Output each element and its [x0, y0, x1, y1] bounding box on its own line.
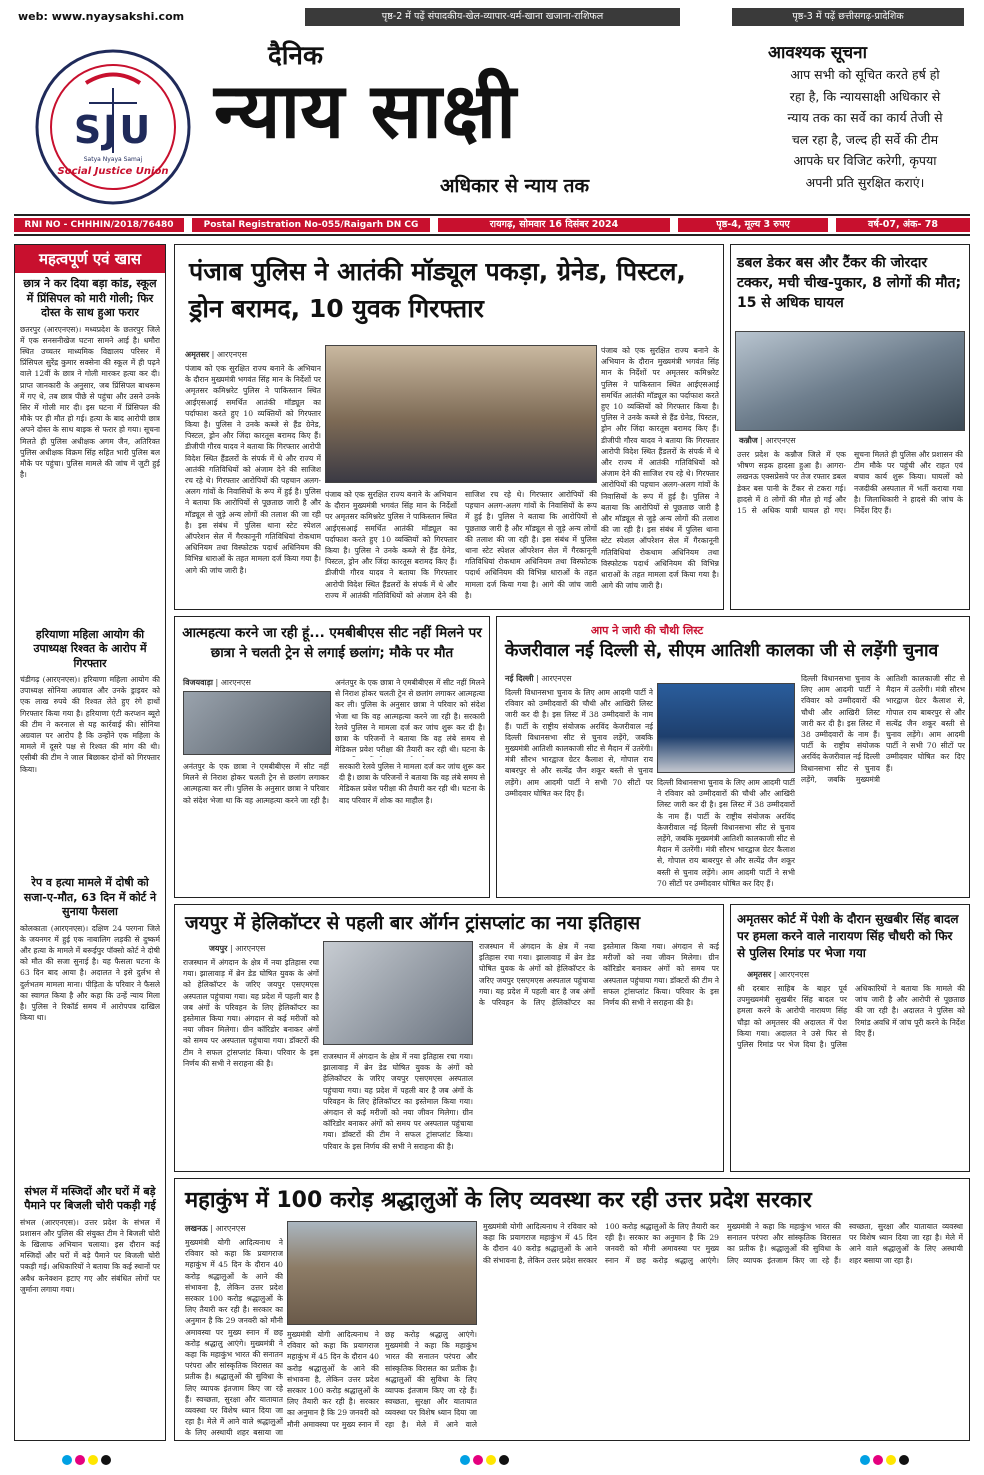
bus-accident-photo [735, 331, 965, 431]
info-bar [14, 214, 970, 236]
news-agency: आरएनएस [220, 678, 251, 687]
page3-promo: पृष्ठ-3 में पढ़ें छत्तीसगढ़-प्रादेशिक [732, 8, 964, 26]
kejriwal-headline[interactable]: केजरीवाल नई दिल्ली से, सीएम आतिशी कालका जी से लड़ेंगी चुनाव [505, 641, 939, 661]
dateline-place: अमृतसर [185, 350, 210, 359]
bus-accident-story [730, 244, 970, 610]
news-agency: आरएनएस [215, 1224, 246, 1233]
sidebar-title: महत्वपूर्ण एवं खास [15, 245, 165, 273]
jaipur-text-col3: राजस्थान में अंगदान के क्षेत्र में नया इतिहास रचा गया। झालावाड़ में ब्रेन डेड घोषित युवक के अंगों को हेलिकॉप्टर के जरिए जयपुर एसएमएस अस्पताल पहुंचाया गया। यह प्रदेश में पहली बार है जब अंगों के परिवहन के लिए हेलिकॉप्टर का इस्तेमाल किया गया। अंगदान से कई मरीजों को नया जीवन मिलेगा। ग्रीन कॉरिडोर बनाकर अंगों को समय पर अस्पताल पहुंचाया गया। डॉक्टरों की टीम ने सफल ट्रांसप्लांट किया। परिवार के इस निर्णय की सभी ने सराहना की है। [479, 942, 719, 1008]
mahakumbh-headline[interactable]: महाकुंभ में 100 करोड़ श्रद्धालुओं के लिए व्यवस्था कर रही उत्तर प्रदेश सरकार [185, 1188, 812, 1213]
reg-dot [88, 1455, 98, 1465]
reg-dot [101, 1455, 111, 1465]
reg-dot [75, 1455, 85, 1465]
reg-dot [499, 1455, 509, 1465]
mbbs-photo [183, 691, 331, 755]
news-agency: आरएनएस [541, 674, 572, 683]
dateline-place: कन्नौज [739, 436, 758, 445]
notice-line: न्याय तक का सर्वे का कार्य तेजी से [787, 110, 943, 125]
mahakumbh-text-col3: मुख्यमंत्री योगी आदित्यनाथ ने रविवार को कहा कि प्रयागराज महाकुंभ में 45 दिन के दौरान 40 करोड़ श्रद्धालुओं के आने की संभावना है, लेकिन उत्तर प्रदेश सरकार 100 करोड़ श्रद्धालुओं के लिए तैयारी कर रही है। सरकार का अनुमान है कि 29 जनवरी को मौनी अमावस्या पर मुख्य स्नान में छह करोड़ श्रद्धालु आएंगे। मुख्यमंत्री ने कहा कि महाकुंभ भारत की सनातन परंपरा और सांस्कृतिक विरासत का प्रतीक है। श्रद्धालुओं की सुविधा के लिए व्यापक इंतजाम किए जा रहे हैं। स्वच्छता, सुरक्षा और यातायात व्यवस्था पर विशेष ध्यान दिया जा रहा है। मेले में आने वाले श्रद्धालुओं के लिए अस्थायी शहर बसाया जा रहा है। [483, 1222, 963, 1265]
news-agency: आरएनएस [235, 944, 266, 953]
amritsar-court-headline[interactable]: अमृतसर कोर्ट में पेशी के दौरान सुखबीर सिंह बादल पर हमला करने वाले नारायण सिंह चौधरी को फिर से पुलिस रिमांड पर भेजा गया [737, 912, 959, 960]
sidebar-story-text: चंडीगढ़ (आरएनएस)। हरियाणा महिला आयोग की उपाध्यक्ष सोनिया अग्रवाल और उनके ड्राइवर को एक लाख रुपये की रिश्वत लेते हुए रंगे हाथों गिरफ्तार किया गया है। हरियाणा एंटी करप्शन ब्यूरो की टीम ने करनाल से यह कार्रवाई की। सोनिया अग्रवाल पर आरोप है कि उन्होंने एक महिला के मामले में दूसरे पक्ष से रिश्वत की मांग की थी। एसीबी की टीम ने जाल बिछाकर दोनों को गिरफ्तार किया। [20, 675, 160, 774]
lead-text-col3: पंजाब को एक सुरक्षित राज्य बनाने के अभियान के दौरान मुख्यमंत्री भगवंत सिंह मान के निर्देशों पर अमृतसर कमिश्नरेट पुलिस ने पाकिस्तान स्थित आईएसआई समर्थित आतंकी मॉड्यूल का पर्दाफाश करते हुए 10 व्यक्तियों को गिरफ्तार किया है। पुलिस ने उनके कब्जे से हैंड ग्रेनेड, पिस्टल, ड्रोन और जिंदा कारतूस बरामद किए हैं। डीजीपी गौरव यादव ने बताया कि गिरफ्तार आरोपी विदेश स्थित हैंडलरों के संपर्क में थे और राज्य में आतंकी गतिविधियों को अंजाम देने की साजिश रच रहे थे। गिरफ्तार आरोपियों की पहचान अलग-अलग गांवों के निवासियों के रूप में हुई है। पुलिस ने बताया कि आरोपियों से पूछताछ जारी है और मॉड्यूल से जुड़े अन्य लोगों की तलाश की जा रही है। इस संबंध में पुलिस थाना स्टेट स्पेशल ऑपरेशन सेल में गैरकानूनी गतिविधियां रोकथाम अधिनियम तथा विस्फोटक पदार्थ अधिनियम की विभिन्न धाराओं के तहत मामला दर्ज किया गया है। आगे की जांच जारी है। [601, 346, 719, 591]
postal-registration: Postal Registration No-055/Raigarh DN CG [192, 218, 430, 232]
notice-line: रहा है, कि न्यायसाक्षी अधिकार से [789, 88, 941, 104]
bus-accident-text: उत्तर प्रदेश के कन्नौज जिले में एक भीषण सड़क हादसा हुआ है। आगरा-लखनऊ एक्सप्रेसवे पर तेज रफ्तार डबल डेकर बस पानी के टैंकर से टकरा गई। हादसे में 8 लोगों की मौत हो गई और 15 से अधिक यात्री घायल हो गए। सूचना मिलते ही पुलिस और प्रशासन की टीम मौके पर पहुंची और राहत एवं बचाव कार्य शुरू किया। घायलों को नजदीकी अस्पताल में भर्ती कराया गया है। जिलाधिकारी ने हादसे की जांच के निर्देश दिए हैं। [737, 450, 963, 516]
mbbs-story [174, 616, 490, 898]
reg-dot [899, 1455, 909, 1465]
registration-dots-left [62, 1450, 114, 1469]
registration-dots-center [460, 1450, 512, 1469]
logo-letters: SJU [73, 108, 153, 152]
reg-dot [473, 1455, 483, 1465]
masthead-tagline: अधिकार से न्याय तक [440, 175, 590, 197]
mbbs-headline[interactable]: आत्महत्या करने जा रही हूं... एमबीबीएस सीट नहीं मिलने पर छात्रा ने चलती ट्रेन से लगाई छलांग; मौके पर मौत [182, 625, 482, 661]
lead-story [174, 244, 724, 610]
rni-number: RNI NO - CHHHIN/2018/76480 [14, 218, 184, 232]
jaipur-headline[interactable]: जयपुर में हेलिकॉप्टर से पहली बार ऑर्गन ट्रांसप्लांट का नया इतिहास [185, 913, 641, 934]
page2-promo: पृष्ठ-2 में पढ़ें संपादकीय-खेल-व्यापार-धर्म-खाना खजाना-राशिफल [305, 8, 680, 26]
kejriwal-text-col3: दिल्ली विधानसभा चुनाव के लिए आम आदमी पार्टी ने रविवार को उम्मीदवारों की चौथी और आखिरी लिस्ट जारी कर दी है। इस लिस्ट में 38 उम्मीदवारों के नाम हैं। पार्टी के राष्ट्रीय संयोजक अरविंद केजरीवाल नई दिल्ली विधानसभा सीट से चुनाव लड़ेंगे, जबकि मुख्यमंत्री आतिशी कालकाजी सीट से मैदान में उतरेंगी। मंत्री सौरभ भारद्वाज ग्रेटर कैलाश से, गोपाल राय बाबरपुर से और सत्येंद्र जैन शकूर बस्ती से चुनाव लड़ेंगे। आम आदमी पार्टी ने सभी 70 सीटों पर उम्मीदवार घोषित कर दिए हैं। [801, 674, 965, 784]
news-agency: आरएनएस [765, 436, 796, 445]
lead-byline: अमृतसर | आरएनएस [185, 350, 248, 359]
lead-headline[interactable]: पंजाब पुलिस ने आतंकी मॉड्यूल पकड़ा, ग्रेनेड, पिस्टल, ड्रोन बरामद, 10 युवक गिरफ्तार [189, 257, 686, 323]
news-agency: आरएनएस [216, 350, 248, 359]
jaipur-text-col1: राजस्थान में अंगदान के क्षेत्र में नया इतिहास रचा गया। झालावाड़ में ब्रेन डेड घोषित युवक के अंगों को हेलिकॉप्टर के जरिए जयपुर एसएमएस अस्पताल पहुंचाया गया। यह प्रदेश में पहली बार है जब अंगों के परिवहन के लिए हेलिकॉप्टर का इस्तेमाल किया गया। अंगदान से कई मरीजों को नया जीवन मिलेगा। ग्रीन कॉरिडोर बनाकर अंगों को समय पर अस्पताल पहुंचाया गया। डॉक्टरों की टीम ने सफल ट्रांसप्लांट किया। परिवार के इस निर्णय की सभी ने सराहना की है। [183, 958, 319, 1068]
sidebar-story-text: छतरपुर (आरएनएस)। मध्यप्रदेश के छतरपुर जिले में एक सनसनीखेज घटना सामने आई है। धमौरा स्थित उच्चतर माध्यमिक विद्यालय परिसर में प्रिंसिपल सुरेंद्र कुमार सक्सेना की स्कूल में ही पढ़ने वाले 12वीं के छात्र ने गोली मारकर हत्या कर दी। प्राप्त जानकारी के अनुसार, जब प्रिंसिपल बाथरूम में गए थे, तब छात्र पीछे से पहुंचा और उसने उनके सिर में गोली मार दी। इस घटना में प्रिंसिपल की मौके पर ही मौत हो गई। हत्या के बाद आरोपी छात्र अपने दोस्त के साथ बाइक से फरार हो गया। सूचना मिलते ही पुलिस अधीक्षक अगम जैन, अतिरिक्त पुलिस अधीक्षक विक्रम सिंह सहित भारी पुलिस बल मौके पर पहुंचा। पुलिस मामले की जांच में जुटी हुई है। [20, 324, 160, 480]
bus-accident-headline[interactable]: डबल डेकर बस और टैंकर की जोरदार टक्कर, मची चीख-पुकार, 8 लोगों की मौत; 15 से अधिक घायल [737, 255, 962, 311]
dateline-place: लखनऊ [185, 1224, 208, 1233]
mbbs-photo-side-text: अनंतपुर के एक छात्रा ने एमबीबीएस में सीट नहीं मिलने से निराश होकर चलती ट्रेन से छलांग लगाकर आत्महत्या कर ली। पुलिस के अनुसार छात्रा ने परिवार को संदेश भेजा था कि वह आत्महत्या करने जा रही है। सरकारी रेलवे पुलिस ने मामला दर्ज कर जांच शुरू कर दी है। छात्रा के परिजनों ने बताया कि वह लंबे समय से मेडिकल प्रवेश परीक्षा की तैयारी कर रही थी। घटना के [335, 678, 485, 755]
lead-text-col1: पंजाब को एक सुरक्षित राज्य बनाने के अभियान के दौरान मुख्यमंत्री भगवंत सिंह मान के निर्देशों पर अमृतसर कमिश्नरेट पुलिस ने पाकिस्तान स्थित आईएसआई समर्थित आतंकी मॉड्यूल का पर्दाफाश करते हुए 10 व्यक्तियों को गिरफ्तार किया है। पुलिस ने उनके कब्जे से हैंड ग्रेनेड, पिस्टल, ड्रोन और जिंदा कारतूस बरामद किए हैं। डीजीपी गौरव यादव ने बताया कि गिरफ्तार आरोपी विदेश स्थित हैंडलरों के संपर्क में थे और राज्य में आतंकी गतिविधियों को अंजाम देने की साजिश रच रहे थे। गिरफ्तार आरोपियों की पहचान अलग-अलग गांवों के निवासियों के रूप में हुई है। पुलिस ने बताया कि आरोपियों से पूछताछ जारी है और मॉड्यूल से जुड़े अन्य लोगों की तलाश की जा रही है। इस संबंध में पुलिस थाना स्टेट स्पेशल ऑपरेशन सेल में गैरकानूनी गतिविधियां रोकथाम अधिनियम तथा विस्फोटक पदार्थ अधिनियम की विभिन्न धाराओं के तहत मामला दर्ज किया गया है। आगे की जांच जारी है। [185, 364, 321, 575]
notice-body [762, 64, 968, 193]
sidebar-column [14, 244, 166, 1441]
kejriwal-kicker: आप ने जारी की चौथी लिस्ट [590, 624, 704, 637]
lead-text-col2: पंजाब को एक सुरक्षित राज्य बनाने के अभियान के दौरान मुख्यमंत्री भगवंत सिंह मान के निर्देशों पर अमृतसर कमिश्नरेट पुलिस ने पाकिस्तान स्थित आईएसआई समर्थित आतंकी मॉड्यूल का पर्दाफाश करते हुए 10 व्यक्तियों को गिरफ्तार किया है। पुलिस ने उनके कब्जे से हैंड ग्रेनेड, पिस्टल, ड्रोन और जिंदा कारतूस बरामद किए हैं। डीजीपी गौरव यादव ने बताया कि गिरफ्तार आरोपी विदेश स्थित हैंडलरों के संपर्क में थे और राज्य में आतंकी गतिविधियों को अंजाम देने की साजिश रच रहे थे। गिरफ्तार आरोपियों की पहचान अलग-अलग गांवों के निवासियों के रूप में हुई है। पुलिस ने बताया कि आरोपियों से पूछताछ जारी है और मॉड्यूल से जुड़े अन्य लोगों की तलाश की जा रही है। इस संबंध में पुलिस थाना स्टेट स्पेशल ऑपरेशन सेल में गैरकानूनी गतिविधियां रोकथाम अधिनियम तथा विस्फोटक पदार्थ अधिनियम की विभिन्न धाराओं के तहत मामला दर्ज किया गया है। आगे की जांच जारी है। [325, 490, 597, 600]
sidebar-headline[interactable]: रेप व हत्या मामले में दोषी को सजा-ए-मौत, 63 दिन में कोर्ट ने सुनाया फैसला [23, 876, 157, 918]
sidebar-story-text: कोलकाता (आरएनएस)। दक्षिण 24 परगना जिले के जयनगर में हुई एक नाबालिग लड़की से दुष्कर्म और हत्या के मामले में बरूईपुर पॉक्सो कोर्ट ने दोषी को मौत की सजा सुनाई है। यह फैसला घटना के 63 दिन बाद आया है। अदालत ने इसे दुर्लभ से दुर्लभतम मामला माना। पीड़िता के परिवार ने फैसले का स्वागत किया है और कहा कि उन्हें न्याय मिला है। पुलिस ने रिकॉर्ड समय में आरोपपत्र दाखिल किया था। [20, 923, 160, 1023]
jaipur-text-col2: राजस्थान में अंगदान के क्षेत्र में नया इतिहास रचा गया। झालावाड़ में ब्रेन डेड घोषित युवक के अंगों को हेलिकॉप्टर के जरिए जयपुर एसएमएस अस्पताल पहुंचाया गया। यह प्रदेश में पहली बार है जब अंगों के परिवहन के लिए हेलिकॉप्टर का इस्तेमाल किया गया। अंगदान से कई मरीजों को नया जीवन मिलेगा। ग्रीन कॉरिडोर बनाकर अंगों को समय पर अस्पताल पहुंचाया गया। डॉक्टरों की टीम ने सफल ट्रांसप्लांट किया। परिवार के इस निर्णय की सभी ने सराहना की है। [323, 1052, 473, 1151]
logo-ring-text: Social Justice Union [57, 166, 169, 177]
bus-accident-byline: कन्नौज | आरएनएस [739, 436, 796, 445]
notice-line: चल रहा है, जल्द ही सर्वे की टीम [791, 131, 939, 147]
lead-photo [325, 345, 597, 483]
notice-line: अपनी प्रति सुरक्षित कराएं। [805, 174, 925, 190]
notice-line: आप सभी को सूचित करते हर्ष हो [790, 67, 940, 82]
mahakumbh-story [174, 1178, 970, 1441]
kejriwal-photo [657, 683, 795, 773]
mbbs-byline: विजयवाड़ा | आरएनएस [183, 678, 251, 687]
reg-dot [860, 1455, 870, 1465]
notice-line: आपके घर विजिट करेगी, कृपया [793, 153, 937, 168]
mbbs-text: अनंतपुर के एक छात्रा ने एमबीबीएस में सीट नहीं मिलने से निराश होकर चलती ट्रेन से छलांग लगाकर आत्महत्या कर ली। पुलिस के अनुसार छात्रा ने परिवार को संदेश भेजा था कि वह आत्महत्या करने जा रही है। सरकारी रेलवे पुलिस ने मामला दर्ज कर जांच शुरू कर दी है। छात्रा के परिजनों ने बताया कि वह लंबे समय से मेडिकल प्रवेश परीक्षा की तैयारी कर रही थी। घटना के बाद परिवार में शोक का माहौल है। [183, 762, 485, 805]
kejriwal-text-col1: दिल्ली विधानसभा चुनाव के लिए आम आदमी पार्टी ने रविवार को उम्मीदवारों की चौथी और आखिरी लिस्ट जारी कर दी है। इस लिस्ट में 38 उम्मीदवारों के नाम हैं। पार्टी के राष्ट्रीय संयोजक अरविंद केजरीवाल नई दिल्ली विधानसभा सीट से चुनाव लड़ेंगे, जबकि मुख्यमंत्री आतिशी कालकाजी सीट से मैदान में उतरेंगी। मंत्री सौरभ भारद्वाज ग्रेटर कैलाश से, गोपाल राय बाबरपुर से और सत्येंद्र जैन शकूर बस्ती से चुनाव लड़ेंगे। आम आदमी पार्टी ने सभी 70 सीटों पर उम्मीदवार घोषित कर दिए हैं। [505, 688, 653, 798]
mahakumbh-byline: लखनऊ | आरएनएस [185, 1224, 246, 1233]
masthead-title: न्याय साक्षी [214, 66, 516, 155]
jaipur-photo [323, 941, 473, 1045]
page-price: पृष्ठ-4, मूल्य 3 रुपए [678, 218, 828, 232]
reg-dot [873, 1455, 883, 1465]
jaipur-story [174, 904, 724, 1172]
masthead-daily: दैनिक [268, 41, 323, 71]
notice-box [760, 38, 970, 208]
dateline-place: जयपुर [209, 944, 228, 953]
mahakumbh-text-col1: मुख्यमंत्री योगी आदित्यनाथ ने रविवार को कहा कि प्रयागराज महाकुंभ में 45 दिन के दौरान 40 करोड़ श्रद्धालुओं के आने की संभावना है, लेकिन उत्तर प्रदेश सरकार 100 करोड़ श्रद्धालुओं के लिए तैयारी कर रही है। सरकार का अनुमान है कि 29 जनवरी को मौनी अमावस्या पर मुख्य स्नान में छह करोड़ श्रद्धालु आएंगे। मुख्यमंत्री ने कहा कि महाकुंभ भारत की सनातन परंपरा और सांस्कृतिक विरासत का प्रतीक है। श्रद्धालुओं की सुविधा के लिए व्यापक इंतजाम किए जा रहे हैं। स्वच्छता, सुरक्षा और यातायात व्यवस्था पर विशेष ध्यान दिया जा रहा है। मेले में आने वाले श्रद्धालुओं के लिए अस्थायी शहर बसाया जा [185, 1238, 283, 1437]
reg-dot [486, 1455, 496, 1465]
sidebar-headline[interactable]: हरियाणा महिला आयोग की उपाध्यक्ष रिश्वत के आरोप में गिरफ्तार [33, 627, 147, 670]
kejriwal-byline: नई दिल्ली | आरएनएस [505, 674, 572, 683]
volume-issue: वर्ष-07, अंक- 78 [836, 218, 970, 232]
jaipur-byline: जयपुर | आरएनएस [209, 944, 266, 953]
amritsar-court-story [730, 904, 970, 1172]
dateline-place: नई दिल्ली [505, 674, 534, 683]
reg-dot [62, 1455, 72, 1465]
reg-dot [886, 1455, 896, 1465]
notice-title: आवश्यक सूचना [768, 43, 868, 63]
dateline-place: अमृतसर [747, 970, 772, 979]
news-agency: आरएनएस [778, 970, 810, 979]
issue-date: रायगढ़, सोमवार 16 दिसंबर 2024 [438, 218, 670, 232]
reg-dot [460, 1455, 470, 1465]
sidebar-headline[interactable]: संभल में मस्जिदों और घरों में बड़े पैमाने पर बिजली चोरी पकड़ी गई [24, 1184, 156, 1212]
mahakumbh-photo [287, 1221, 477, 1325]
amritsar-court-text: श्री दरबार साहिब के बाहर पूर्व उपमुख्यमंत्री सुखबीर सिंह बादल पर हमला करने के आरोपी नारायण सिंह चौड़ा को अमृतसर की अदालत में पेश किया गया। अदालत ने उसे फिर से पुलिस रिमांड पर भेज दिया है। पुलिस अधिकारियों ने बताया कि मामले की जांच जारी है और आरोपी से पूछताछ की जा रही है। अदालत ने पुलिस को रिमांड अवधि में जांच पूरी करने के निर्देश दिए हैं। [737, 984, 965, 1050]
sidebar-story-text: संभल (आरएनएस)। उत्तर प्रदेश के संभल में प्रशासन और पुलिस की संयुक्त टीम ने बिजली चोरी के खिलाफ अभियान चलाया। इस दौरान कई मस्जिदों और घरों में बड़े पैमाने पर बिजली चोरी पकड़ी गई। अधिकारियों ने बताया कि कई स्थानों पर अवैध कनेक्शन हटाए गए और संबंधित लोगों पर जुर्माना लगाया गया। [20, 1217, 160, 1294]
registration-dots-right [860, 1450, 912, 1469]
amritsar-court-byline: अमृतसर | आरएनएस [747, 970, 810, 979]
mahakumbh-text-col2: मुख्यमंत्री योगी आदित्यनाथ ने रविवार को कहा कि प्रयागराज महाकुंभ में 45 दिन के दौरान 40 करोड़ श्रद्धालुओं के आने की संभावना है, लेकिन उत्तर प्रदेश सरकार 100 करोड़ श्रद्धालुओं के लिए तैयारी कर रही है। सरकार का अनुमान है कि 29 जनवरी को मौनी अमावस्या पर मुख्य स्नान में छह करोड़ श्रद्धालु आएंगे। मुख्यमंत्री ने कहा कि महाकुंभ भारत की सनातन परंपरा और सांस्कृतिक विरासत का प्रतीक है। श्रद्धालुओं की सुविधा के लिए व्यापक इंतजाम किए जा रहे हैं। स्वच्छता, सुरक्षा और यातायात व्यवस्था पर विशेष ध्यान दिया जा रहा है। मेले में आने वाले [287, 1330, 477, 1429]
logo-small-text: Satya Nyaya Samaj [83, 156, 143, 163]
sidebar-headline[interactable]: छात्र ने कर दिया बड़ा कांड, स्कूल में प्रिंसिपल को मारी गोली; फिर दोस्त के साथ हुआ फरार [23, 277, 157, 319]
kejriwal-text-col2: दिल्ली विधानसभा चुनाव के लिए आम आदमी पार्टी ने रविवार को उम्मीदवारों की चौथी और आखिरी लिस्ट जारी कर दी है। इस लिस्ट में 38 उम्मीदवारों के नाम हैं। पार्टी के राष्ट्रीय संयोजक अरविंद केजरीवाल नई दिल्ली विधानसभा सीट से चुनाव लड़ेंगे, जबकि मुख्यमंत्री आतिशी कालकाजी सीट से मैदान में उतरेंगी। मंत्री सौरभ भारद्वाज ग्रेटर कैलाश से, गोपाल राय बाबरपुर से और सत्येंद्र जैन शकूर बस्ती से चुनाव लड़ेंगे। आम आदमी पार्टी ने सभी 70 सीटों पर उम्मीदवार घोषित कर दिए हैं। [657, 778, 795, 888]
publisher-logo [34, 48, 192, 206]
website-url[interactable]: web: www.nyaysakshi.com [18, 10, 185, 23]
kejriwal-story [496, 616, 970, 898]
dateline-place: विजयवाड़ा [183, 678, 213, 687]
